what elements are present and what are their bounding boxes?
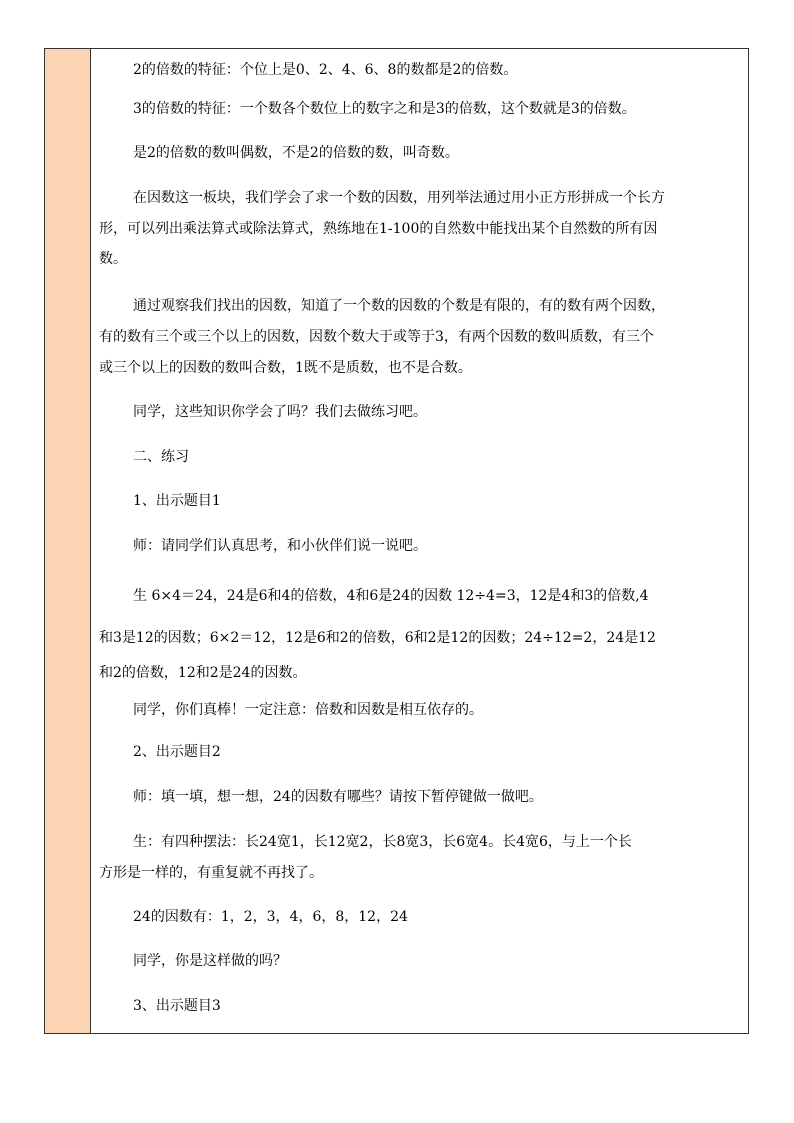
paragraph-line: 形，可以列出乘法算式或除法算式，熟练地在1-100的自然数中能找出某个自然数的所有因 <box>99 221 658 237</box>
paragraph-line: 在因数这一板块，我们学会了求一个数的因数，用列举法通过用小正方形拼成一个长方 <box>133 190 665 206</box>
section-heading: 二、练习 <box>133 449 189 465</box>
paragraph-line: 或三个以上的因数的数叫合数，1既不是质数，也不是合数。 <box>99 360 472 376</box>
paragraph-line: 方形是一样的，有重复就不再找了。 <box>99 865 323 881</box>
table-side-column <box>45 49 91 1033</box>
paragraph-line: 同学，你们真棒！一定注意：倍数和因数是相互依存的。 <box>133 702 483 718</box>
paragraph-line: 生：有四种摆法：长24宽1，长12宽2，长8宽3，长6宽4。长4宽6，与上一个长 <box>133 834 632 850</box>
question-heading: 2、出示题目2 <box>133 744 221 760</box>
question-heading: 1、出示题目1 <box>133 493 221 509</box>
paragraph-line: 数。 <box>99 251 127 267</box>
paragraph-line: 24的因数有：1，2，3，4，6，8，12，24 <box>133 909 408 925</box>
question-heading: 3、出示题目3 <box>133 998 221 1014</box>
paragraph-line: 师：请同学们认真思考，和小伙伴们说一说吧。 <box>133 538 427 554</box>
paragraph-line: 生 6×4＝24，24是6和4的倍数，4和6是24的因数 12÷4=3，12是4和3的倍数,4 <box>133 588 649 604</box>
paragraph-line: 有的数有三个或三个以上的因数，因数个数大于或等于3，有两个因数的数叫质数，有三个 <box>99 329 654 345</box>
document-table <box>44 48 749 1034</box>
paragraph-line: 师：填一填，想一想，24的因数有哪些？请按下暂停键做一做吧。 <box>133 789 543 805</box>
paragraph-line: 2的倍数的特征：个位上是0、2、4、6、8的数都是2的倍数。 <box>133 62 518 78</box>
paragraph-line: 通过观察我们找出的因数，知道了一个数的因数的个数是有限的，有的数有两个因数， <box>133 298 665 314</box>
paragraph-line: 和2的倍数，12和2是24的因数。 <box>99 665 307 681</box>
table-content-cell <box>91 49 748 1033</box>
paragraph-line: 是2的倍数的数叫偶数，不是2的倍数的数，叫奇数。 <box>133 145 459 161</box>
paragraph-line: 和3是12的因数；6×2＝12，12是6和2的倍数，6和2是12的因数；24÷12=2，24是12 <box>99 630 656 646</box>
paragraph-line: 同学，这些知识你学会了吗？我们去做练习吧。 <box>133 404 427 420</box>
paragraph-line: 同学，你是这样做的吗？ <box>133 953 287 969</box>
paragraph-line: 3的倍数的特征：一个数各个数位上的数字之和是3的倍数，这个数就是3的倍数。 <box>133 101 636 117</box>
